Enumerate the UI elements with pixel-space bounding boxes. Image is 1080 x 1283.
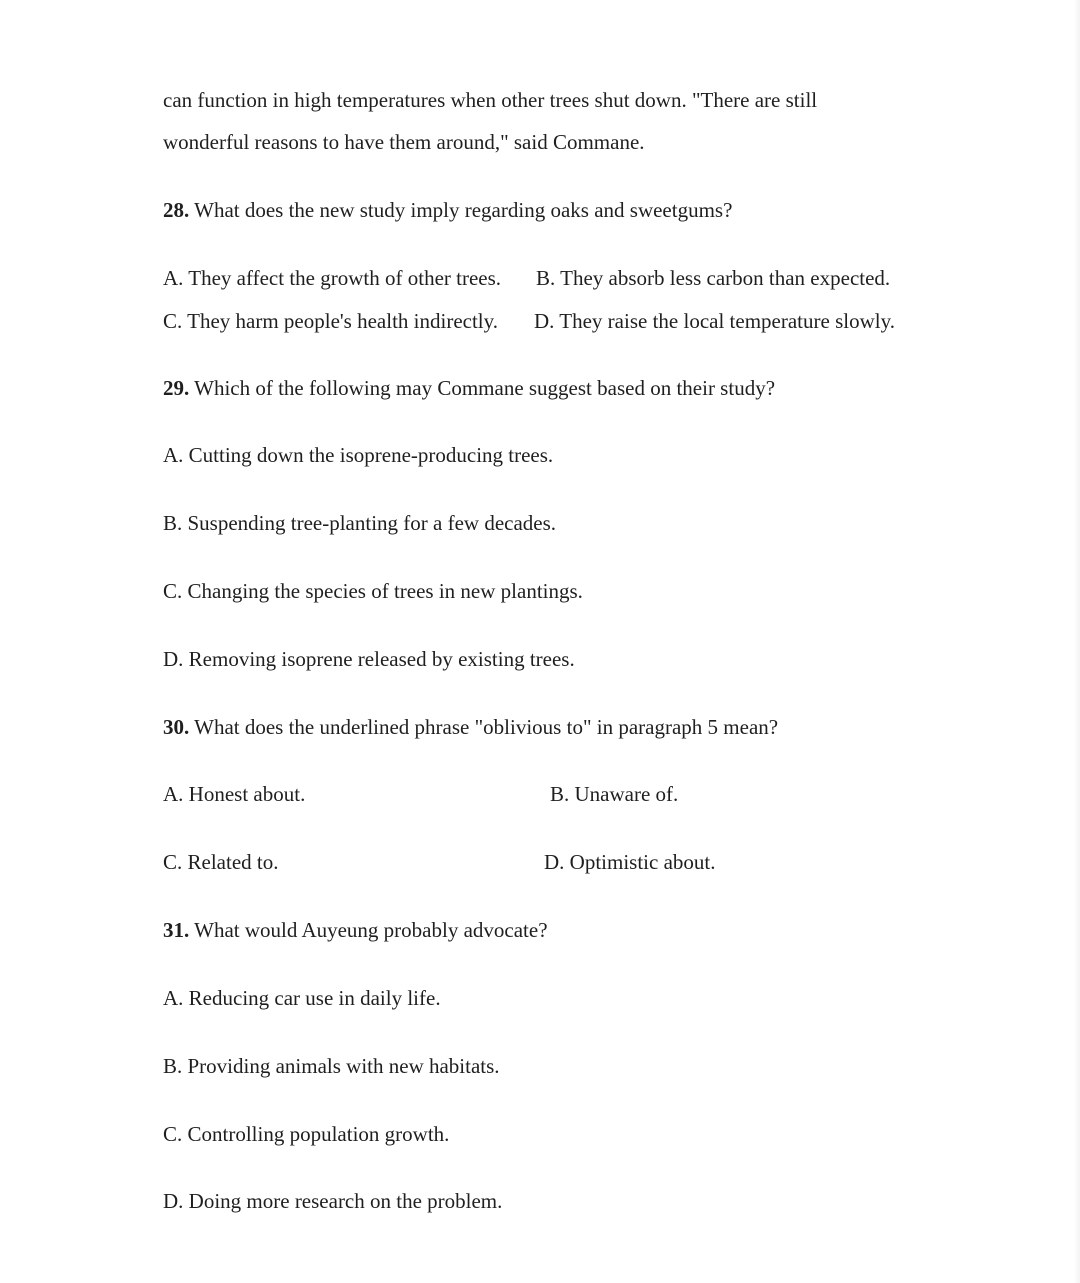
- page-edge-shadow: [1074, 0, 1080, 1283]
- question-number: 29.: [163, 376, 190, 400]
- question-number: 31.: [163, 918, 190, 942]
- question-31-stem: [163, 917, 548, 943]
- question-text: What does the underlined phrase "oblivious to" in paragraph 5 mean?: [194, 715, 779, 739]
- q30-option-d: D. Optimistic about.: [544, 850, 716, 874]
- passage-line-2: wonderful reasons to have them around," said Commane.: [163, 130, 645, 154]
- q31-option-a: A. Reducing car use in daily life.: [163, 986, 441, 1010]
- q30-option-b: B. Unaware of.: [550, 782, 679, 806]
- question-text: What would Auyeung probably advocate?: [194, 918, 548, 942]
- q31-option-b: B. Providing animals with new habitats.: [163, 1054, 500, 1078]
- q31-option-d: D. Doing more research on the problem.: [163, 1189, 503, 1213]
- question-29-stem: [163, 375, 775, 401]
- question-number: 28.: [163, 198, 190, 222]
- question-30-stem: [163, 714, 778, 740]
- q30-option-a: A. Honest about.: [163, 782, 306, 806]
- question-number: 30.: [163, 715, 190, 739]
- q28-option-d: D. They raise the local temperature slowly.: [534, 309, 895, 333]
- passage-line-1: can function in high temperatures when other trees shut down. "There are still: [163, 88, 818, 112]
- q28-option-a: A. They affect the growth of other trees.: [163, 266, 502, 290]
- q29-option-b: B. Suspending tree-planting for a few decades.: [163, 511, 557, 535]
- q28-option-c: C. They harm people's health indirectly.: [163, 309, 499, 333]
- question-text: Which of the following may Commane suggest based on their study?: [194, 376, 776, 400]
- q29-option-c: C. Changing the species of trees in new plantings.: [163, 579, 583, 603]
- q29-option-a: A. Cutting down the isoprene-producing trees.: [163, 443, 554, 467]
- question-text: What does the new study imply regarding oaks and sweetgums?: [194, 198, 733, 222]
- q29-option-d: D. Removing isoprene released by existing trees.: [163, 647, 575, 671]
- q31-option-c: C. Controlling population growth.: [163, 1122, 450, 1146]
- q30-option-c: C. Related to.: [163, 850, 279, 874]
- q28-option-b: B. They absorb less carbon than expected.: [536, 266, 891, 290]
- question-28-stem: [163, 197, 732, 223]
